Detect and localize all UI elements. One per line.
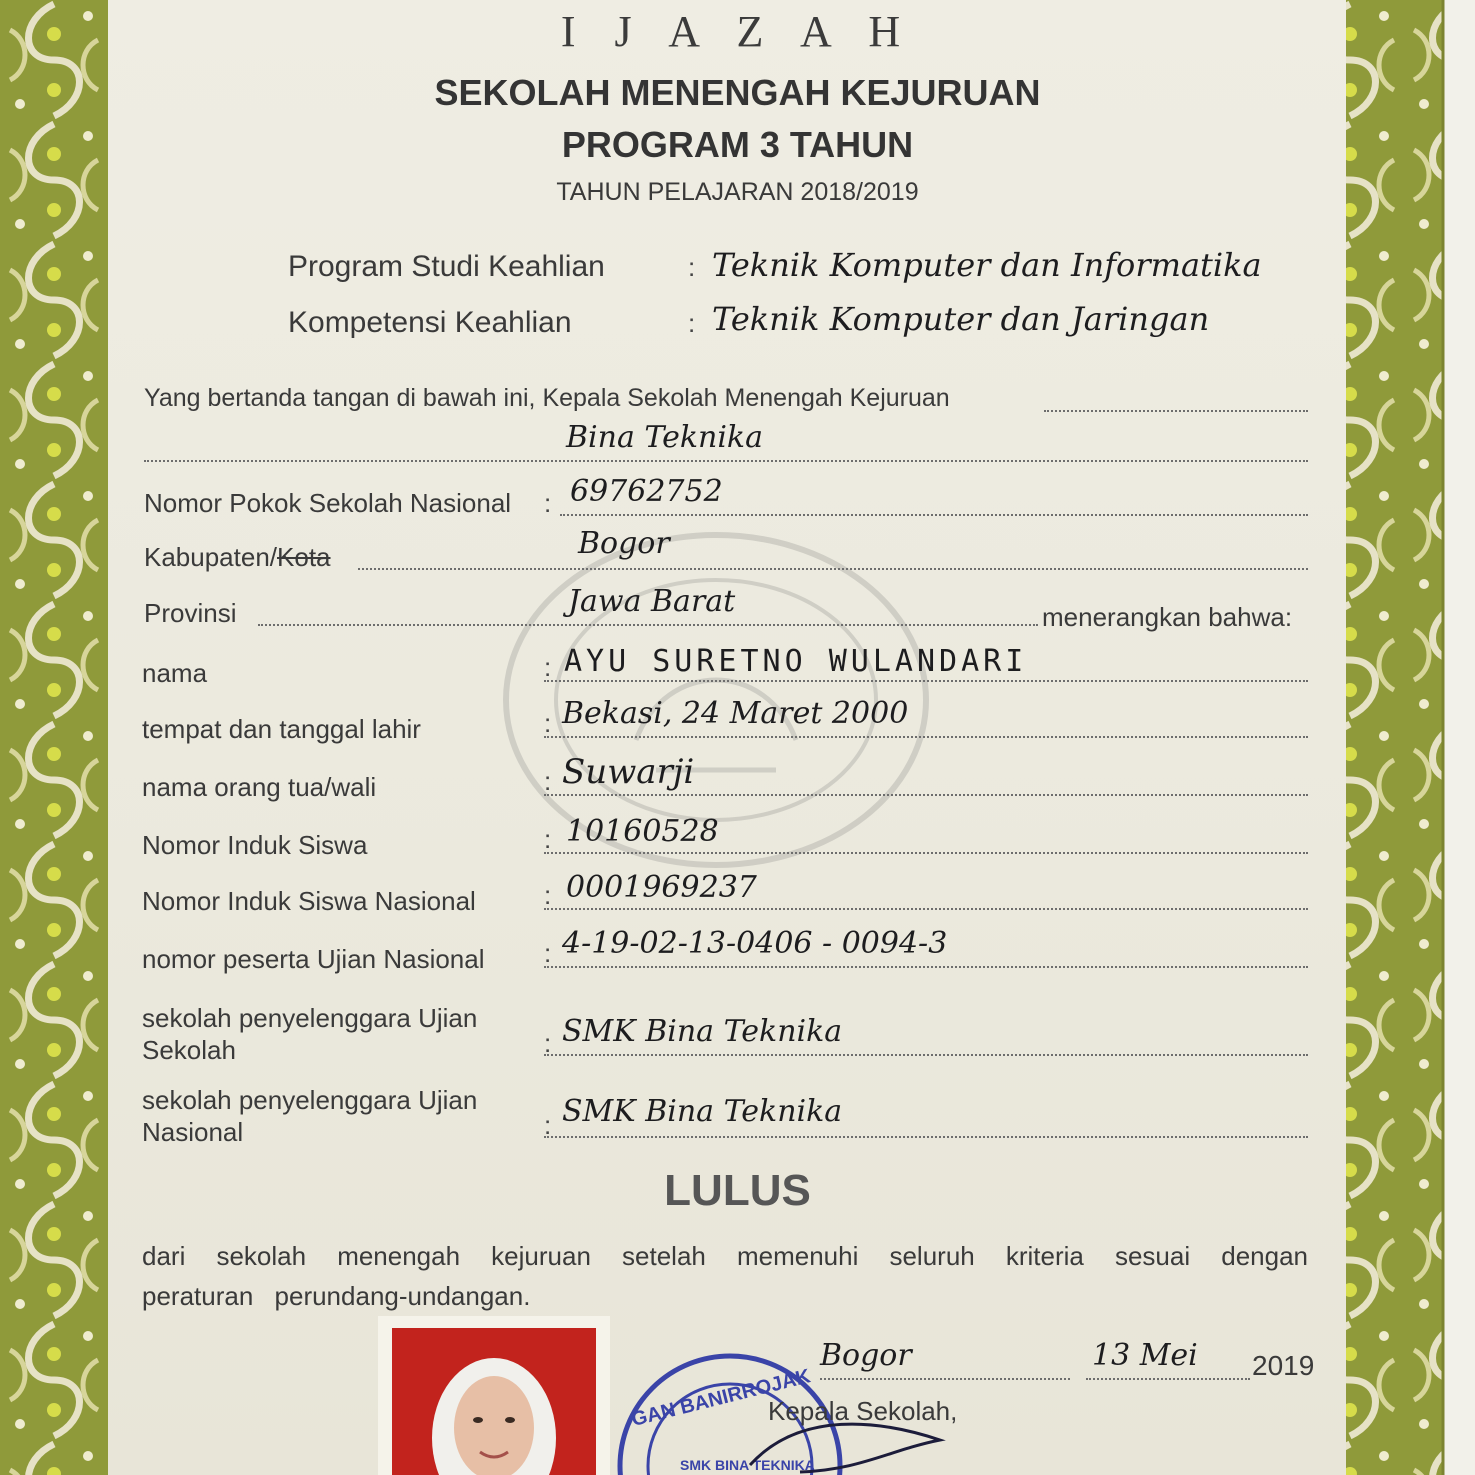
dotted-line: [820, 1378, 1070, 1380]
dotted-line: [544, 908, 1308, 910]
signature-scribble: [740, 1410, 980, 1475]
exam-number-value: 4-19-02-13-0406 - 0094-3: [562, 926, 948, 961]
npsn-value: 69762752: [570, 474, 723, 509]
competency-label: Kompetensi Keahlian: [288, 306, 572, 339]
signature-year: 2019: [1252, 1350, 1315, 1381]
birth-colon: :: [544, 708, 552, 738]
dotted-line: [544, 680, 1308, 682]
dotted-line: [560, 514, 1308, 516]
principal-role: Kepala Sekolah,: [768, 1396, 958, 1426]
school-exam-value: SMK Bina Teknika: [562, 1014, 843, 1049]
signature-date: 13 Mei: [1092, 1338, 1198, 1373]
graduation-status: LULUS: [664, 1166, 811, 1215]
nis-value: 10160528: [566, 814, 719, 849]
certificate-title: I J A Z A H: [560, 7, 915, 56]
declares-text: menerangkan bahwa:: [1042, 602, 1293, 632]
dotted-line: [358, 568, 1308, 570]
national-exam-colon: :: [544, 1110, 552, 1140]
national-exam-label: sekolah penyelenggara Ujian Nasional: [142, 1085, 478, 1147]
nisn-value: 0001969237: [566, 870, 757, 905]
birth-value: Bekasi, 24 Maret 2000: [562, 696, 909, 731]
student-photo: [392, 1328, 596, 1475]
competency-colon: :: [688, 308, 696, 338]
dotted-line: [544, 736, 1308, 738]
province-label: Provinsi: [144, 598, 237, 628]
exam-number-label: nomor peserta Ujian Nasional: [142, 944, 485, 974]
graduation-statement: dari sekolah menengah kejuruan setelah memenuhi seluruh kriteria sesuai dengan peraturan perundang-undangan.: [142, 1241, 1308, 1311]
parent-value: Suwarji: [562, 752, 695, 792]
school-exam-label: sekolah penyelenggara Ujian Sekolah: [142, 1003, 478, 1065]
npsn-colon: :: [544, 488, 552, 518]
competency-value: Teknik Komputer dan Jaringan: [712, 300, 1210, 338]
nisn-colon: :: [544, 880, 552, 910]
intro-text: Yang bertanda tangan di bawah ini, Kepala Sekolah Menengah Kejuruan: [144, 384, 950, 412]
school-type-heading: SEKOLAH MENENGAH KEJURUAN: [434, 72, 1041, 113]
regency-label: Kabupaten/Kota: [144, 542, 331, 572]
dotted-line: [1086, 1378, 1250, 1380]
npsn-label: Nomor Pokok Sekolah Nasional: [144, 488, 512, 518]
dotted-line: [544, 852, 1308, 854]
academic-year: TAHUN PELAJARAN 2018/2019: [556, 178, 919, 206]
province-value: Jawa Barat: [568, 584, 736, 619]
nisn-label: Nomor Induk Siswa Nasional: [142, 886, 476, 916]
parent-label: nama orang tua/wali: [142, 772, 377, 802]
stamp-bottom-text: SMK BINA TEKNIKA: [680, 1457, 815, 1473]
dotted-line: [544, 1054, 1308, 1056]
dotted-line: [544, 966, 1308, 968]
school-exam-colon: :: [544, 1028, 552, 1058]
program-label: Program Studi Keahlian: [288, 250, 605, 283]
birth-label: tempat dan tanggal lahir: [142, 714, 421, 744]
nis-colon: :: [544, 824, 552, 854]
national-exam-value: SMK Bina Teknika: [562, 1094, 843, 1129]
dotted-line: [144, 460, 1308, 462]
dotted-line: [544, 794, 1308, 796]
dotted-line: [1044, 410, 1308, 412]
program-colon: :: [688, 252, 696, 282]
student-name-colon: :: [544, 652, 552, 682]
parent-colon: :: [544, 766, 552, 796]
program-heading: PROGRAM 3 TAHUN: [561, 124, 914, 165]
signature-place: Bogor: [820, 1338, 912, 1373]
regency-struck-text: Kota: [277, 542, 331, 572]
school-name-value: Bina Teknika: [566, 420, 763, 455]
student-name-value: AYU SURETNO WULANDARI: [564, 644, 1028, 679]
nis-label: Nomor Induk Siswa: [142, 830, 368, 860]
stamp-top-text: GAN BANIRROJAK: [629, 1365, 813, 1432]
dotted-line: [544, 1136, 1308, 1138]
regency-value: Bogor: [578, 526, 670, 561]
exam-number-colon: :: [544, 938, 552, 968]
dotted-line: [258, 624, 1038, 626]
program-value: Teknik Komputer dan Informatika: [712, 246, 1262, 284]
student-name-label: nama: [142, 658, 208, 688]
